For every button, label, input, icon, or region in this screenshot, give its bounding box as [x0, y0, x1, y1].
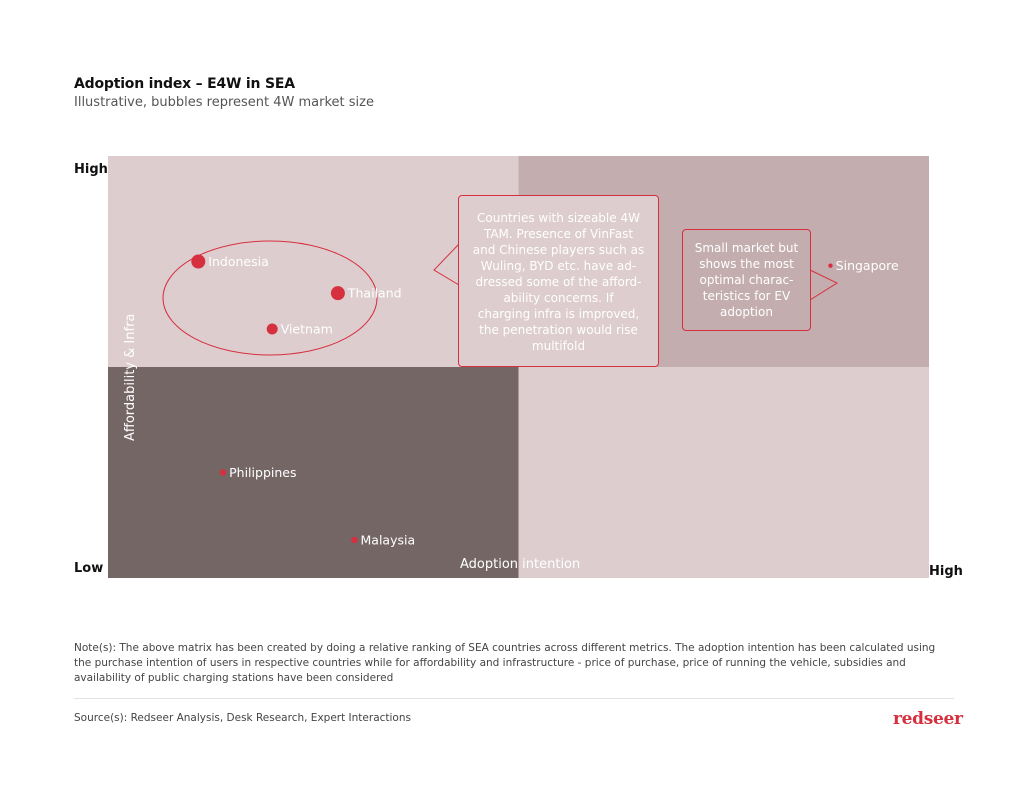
x-axis-high-label: High [929, 564, 963, 579]
cluster-annotation-line: TAM. Presence of VinFast [483, 227, 634, 241]
point-label-thailand: Thailand [347, 285, 402, 301]
cluster-annotation-line: Wuling, BYD etc. have ad- [480, 259, 637, 273]
point-label-indonesia: Indonesia [208, 254, 269, 269]
footer-divider [74, 698, 954, 699]
singapore-annotation-line: Small market but [694, 241, 799, 255]
point-label-philippines: Philippines [229, 465, 297, 480]
quadrant-bottom-right [519, 367, 930, 578]
chart-title: Adoption index – E4W in SEA [74, 76, 295, 92]
cluster-annotation-line: multifold [531, 339, 586, 353]
singapore-annotation-line: adoption [720, 305, 773, 319]
chart-subtitle: Illustrative, bubbles represent 4W market size [74, 95, 374, 110]
singapore-annotation-line: shows the most [699, 257, 794, 271]
y-axis-low-label: Low [74, 561, 104, 576]
cluster-annotation-line: dressed some of the afford- [475, 275, 642, 289]
footnote: Note(s): The above matrix has been created by doing a relative ranking of SEA countries across different metrics. The adoption intention has been calculated using the purchase intention of users in respective countries while for affordability and infrastructure - price of purchase, price of running the vehicle, subsidies and availability of public charging stations have been considered [74, 642, 936, 684]
point-singapore [828, 264, 832, 268]
point-label-singapore: Singapore [835, 258, 899, 274]
point-malaysia [351, 537, 357, 543]
cluster-annotation-line: the penetration would rise [479, 323, 638, 337]
source-text: Source(s): Redseer Analysis, Desk Research, Expert Interactions [74, 712, 411, 724]
singapore-annotation-line: teristics for EV [702, 289, 791, 303]
quadrant-bottom-left [108, 367, 519, 578]
cluster-annotation-line: charging infra is improved, [477, 307, 640, 321]
point-label-malaysia: Malaysia [360, 532, 416, 548]
y-axis-title: Affordability & Infra [123, 313, 138, 441]
point-philippines [220, 469, 226, 475]
singapore-annotation-line: optimal charac- [699, 273, 794, 287]
cluster-annotation-line: Countries with sizeable 4W [477, 211, 640, 225]
cluster-annotation-line: and Chinese players such as [472, 243, 645, 257]
x-axis-title: Adoption intention [460, 557, 581, 572]
cluster-annotation-box [458, 195, 659, 367]
singapore-annotation-box [682, 229, 811, 331]
y-axis-high-label: High [74, 162, 108, 177]
redseer-logo: redseer [893, 709, 963, 729]
point-thailand [331, 286, 345, 300]
point-label-vietnam: Vietnam [280, 321, 333, 337]
cluster-annotation-line: ability concerns. If [503, 291, 614, 305]
point-indonesia [191, 255, 205, 269]
point-vietnam [267, 324, 278, 335]
